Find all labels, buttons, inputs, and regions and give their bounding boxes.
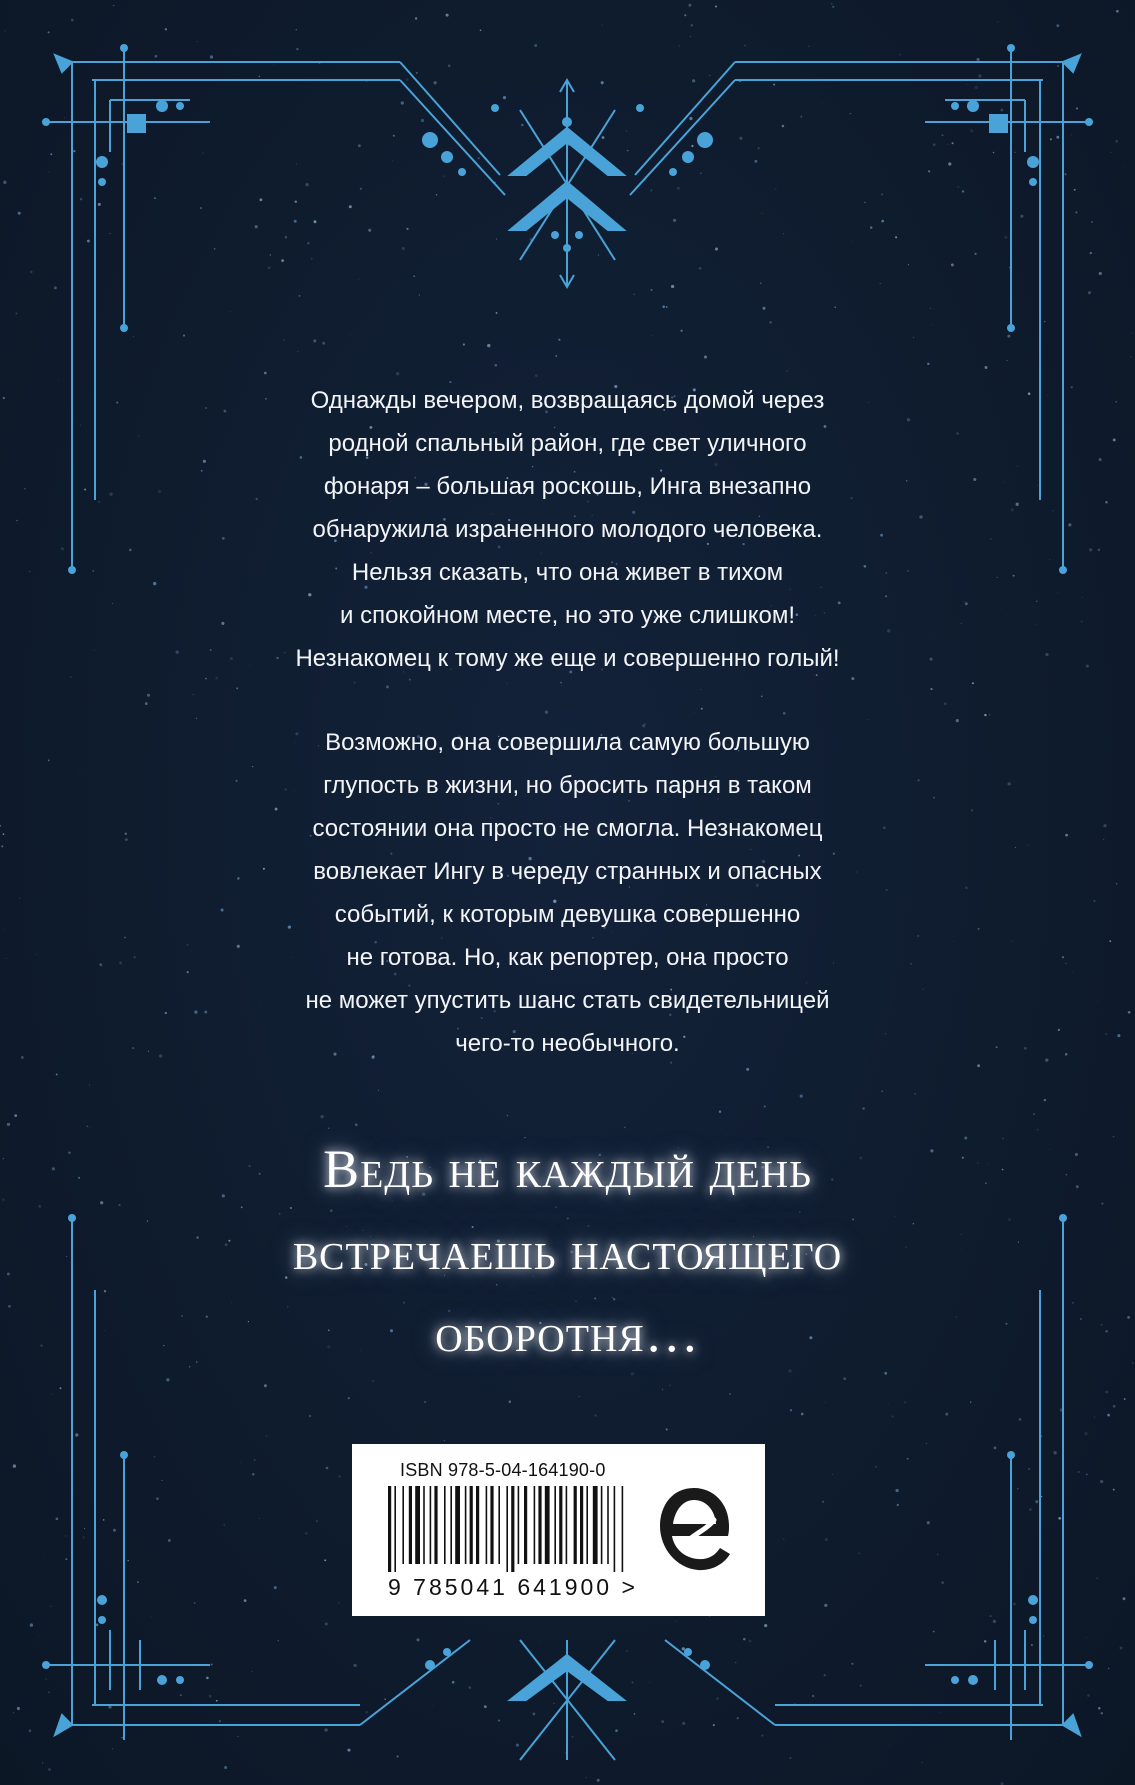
barcode-bar	[614, 1486, 616, 1572]
blurb-paragraph-1	[240, 379, 895, 680]
bottom-center-emblem	[360, 1640, 775, 1760]
barcode-bar	[524, 1486, 527, 1564]
blurb-line: не готова. Но, как репортер, она просто	[346, 944, 789, 971]
barcode-panel	[352, 1444, 765, 1616]
barcode-bar	[601, 1486, 603, 1564]
barcode-bar	[586, 1486, 588, 1564]
barcode-bar	[534, 1486, 536, 1564]
barcode-bar	[470, 1486, 473, 1564]
blurb-line: обнаружила израненного молодого человека.	[312, 516, 823, 543]
barcode-digits: 9 785041 641900 >	[388, 1574, 638, 1600]
barcode-bar	[498, 1486, 500, 1564]
barcode-bar	[430, 1486, 432, 1564]
barcode-bar	[580, 1486, 583, 1564]
barcode-bar	[593, 1486, 598, 1564]
tagline-line: оборотня…	[435, 1303, 700, 1363]
blurb-line: состоянии она просто не смогла. Незнакомец	[312, 815, 823, 842]
blurb-line: чего-то необычного.	[455, 1030, 680, 1057]
blurb-line: Незнакомец к тому же еще и совершенно голый!	[295, 645, 840, 672]
blurb-paragraph-2	[240, 721, 895, 1065]
blurb-line: фонаря – большая роскошь, Инга внезапно	[323, 473, 812, 500]
barcode-bar	[434, 1486, 437, 1564]
blurb-line: и спокойном месте, но это уже слишком!	[340, 602, 795, 629]
tagline-line: Ведь не каждый день	[323, 1139, 812, 1199]
barcode-bar	[490, 1486, 493, 1564]
top-center-emblem	[400, 62, 735, 287]
blurb-line: родной спальный район, где свет уличного	[328, 430, 807, 457]
eksmo-logo-icon	[654, 1482, 734, 1578]
tagline	[120, 1128, 1015, 1374]
barcode-bar	[574, 1486, 577, 1564]
barcode-bar	[506, 1486, 508, 1572]
barcode-bar	[465, 1486, 467, 1564]
barcode-bar	[450, 1486, 452, 1564]
tagline-line: встречаешь настоящего	[292, 1221, 843, 1281]
blurb-line: глупость в жизни, но бросить парня в таком	[323, 772, 812, 799]
blurb-line: Возможно, она совершила самую большую	[325, 729, 810, 756]
barcode-bars	[388, 1486, 638, 1572]
barcode-bar	[518, 1486, 520, 1564]
barcode-bar	[545, 1486, 550, 1564]
barcode-bar	[559, 1486, 562, 1564]
barcode-bar	[476, 1486, 479, 1564]
barcode-bar	[566, 1486, 568, 1564]
barcode-bar	[455, 1486, 460, 1564]
barcode-bar	[511, 1486, 514, 1572]
barcode-bar	[409, 1486, 412, 1564]
barcode-bar	[415, 1486, 420, 1564]
barcode-bar	[538, 1486, 541, 1564]
barcode-bar	[444, 1486, 446, 1564]
barcode-bar	[554, 1486, 556, 1564]
barcode-bar	[402, 1486, 404, 1564]
blurb-line: Нельзя сказать, что она живет в тихом	[351, 559, 784, 586]
blurb-line: не может упустить шанс стать свидетельницей	[305, 987, 830, 1014]
isbn-text: ISBN 978-5-04-164190-0	[400, 1460, 606, 1480]
barcode-bar	[607, 1486, 609, 1564]
barcode-bar	[486, 1486, 488, 1564]
blurb-line: событий, к которым девушка совершенно	[334, 901, 801, 928]
barcode-bar	[388, 1486, 391, 1572]
blurb-line: Однажды вечером, возвращаясь домой через	[310, 387, 825, 414]
barcode-bar	[423, 1486, 425, 1564]
barcode-bar	[622, 1486, 624, 1572]
blurb-line: вовлекает Ингу в череду странных и опасных	[313, 858, 822, 885]
barcode-bar	[394, 1486, 396, 1572]
